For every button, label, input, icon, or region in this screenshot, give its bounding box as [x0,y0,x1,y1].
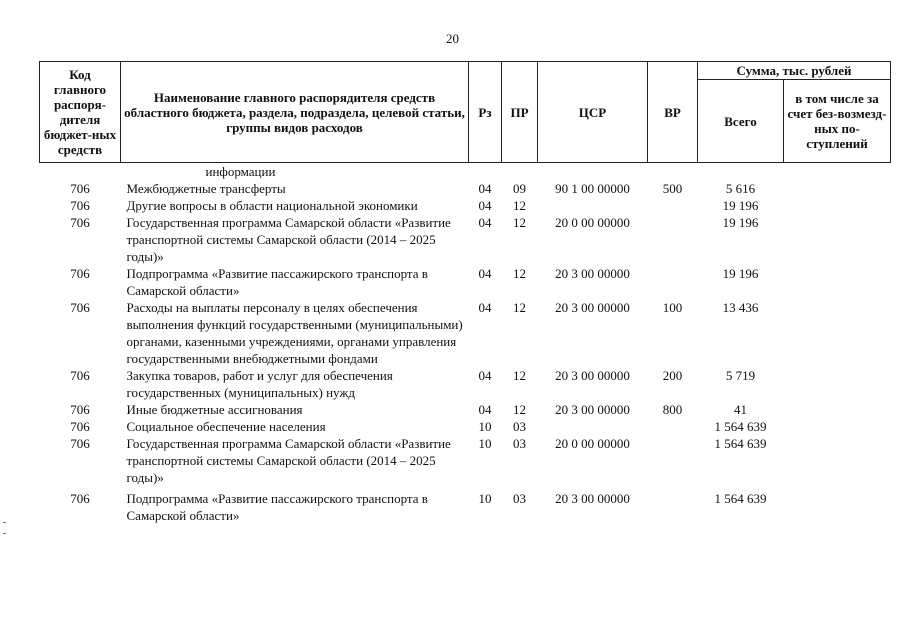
cell-code: 706 [70,436,90,451]
page-number: 20 [446,31,459,46]
cell-csr: 20 0 00 00000 [555,436,630,451]
cell-name: Подпрограмма «Развитие пассажирского транспорта в Самарской области» [126,266,428,298]
cell-rz: 10 [478,491,492,506]
cell-total: 41 [734,402,747,417]
cell-code [40,163,121,181]
table-row [40,197,891,214]
cell-code: 706 [70,419,90,434]
cell-rz [469,163,502,181]
cell-total [698,163,784,181]
cell-csr: 20 3 00 00000 [555,300,630,315]
cell-vr [648,163,698,181]
cell-pr: 12 [513,198,526,213]
cell-vr [648,214,698,265]
scan-artifact [3,533,6,534]
cell-free [784,299,891,367]
table-header [40,62,891,163]
cell-rz: 04 [478,181,492,196]
cell-name: Другие вопросы в области национальной экономики [126,198,418,213]
cell-total: 1 564 639 [714,436,767,451]
cell-name: информации [205,164,276,179]
table-row [40,265,891,299]
table-row [40,486,891,524]
cell-rz: 10 [478,436,492,451]
cell-rz: 04 [478,198,492,213]
table-row [40,418,891,435]
cell-name: Государственная программа Самарской области «Развитие транспортной системы Самарской области (2014 – 2025 годы)» [126,215,451,264]
scan-artifact [3,522,6,523]
header-pr: ПР [502,62,538,163]
cell-csr [538,418,648,435]
header-csr: ЦСР [538,62,648,163]
cell-rz: 04 [478,368,492,383]
cell-code: 706 [70,215,90,230]
cell-rz: 04 [478,215,492,230]
budget-table [39,61,891,524]
cell-free [784,367,891,401]
cell-pr: 03 [513,419,526,434]
cell-csr: 20 3 00 00000 [555,368,630,383]
cell-name: Социальное обеспечение населения [126,419,326,434]
table-row [40,435,891,486]
cell-total: 1 564 639 [714,491,767,506]
header-name: Наименование главного распорядителя средств областного бюджета, раздела, подраздела, целевой статьи, группы видов расходов [121,62,469,163]
cell-vr [648,435,698,486]
cell-csr: 20 3 00 00000 [555,491,630,506]
cell-pr: 03 [513,436,526,451]
table-row [40,299,891,367]
cell-free [784,401,891,418]
cell-rz: 04 [478,300,492,315]
cell-free [784,265,891,299]
cell-total: 5 616 [725,181,756,196]
table-row [40,180,891,197]
table-row [40,367,891,401]
header-rz: Рз [469,62,502,163]
cell-csr: 20 3 00 00000 [555,266,630,281]
cell-vr: 100 [662,300,683,315]
table-body [40,163,891,525]
cell-vr: 200 [662,368,683,383]
cell-name: Расходы на выплаты персоналу в целях обеспечения выполнения функций государственными (муниципальными) органами, казенными учреждениями, органами управления государственными внебюджетными фондами [126,300,463,366]
cell-vr [648,486,698,524]
cell-code: 706 [70,491,90,506]
header-free: в том числе за счет без-возмезд-ных по-ступлений [784,80,891,163]
cell-pr [502,163,538,181]
cell-rz: 04 [478,402,492,417]
cell-name: Подпрограмма «Развитие пассажирского транспорта в Самарской области» [126,491,428,523]
cell-name: Иные бюджетные ассигнования [126,402,303,417]
header-total: Всего [698,80,784,163]
cell-code: 706 [70,181,90,196]
cell-code: 706 [70,368,90,383]
cell-total: 1 564 639 [714,419,767,434]
cell-vr [648,265,698,299]
cell-pr: 12 [513,215,526,230]
cell-name: Закупка товаров, работ и услуг для обеспечения государственных (муниципальных) нужд [126,368,393,400]
header-sum-group: Сумма, тыс. рублей [698,62,891,80]
cell-total: 19 196 [722,215,759,230]
cell-free [784,214,891,265]
cell-csr [538,197,648,214]
cell-pr: 12 [513,402,526,417]
cell-vr [648,418,698,435]
cell-vr: 800 [662,402,683,417]
cell-free [784,486,891,524]
cell-free [784,435,891,486]
header-code: Код главного распоря-дителя бюджет-ных средств [40,62,121,163]
cell-total: 19 196 [722,266,759,281]
cell-pr: 12 [513,266,526,281]
cell-rz: 04 [478,266,492,281]
cell-total: 13 436 [722,300,759,315]
cell-vr [648,197,698,214]
cell-rz: 10 [478,419,492,434]
cell-csr [538,163,648,181]
cell-free [784,197,891,214]
cell-total: 5 719 [725,368,756,383]
cell-name: Межбюджетные трансферты [126,181,286,196]
header-vr: ВР [648,62,698,163]
cell-csr: 20 0 00 00000 [555,215,630,230]
cell-vr: 500 [662,181,683,196]
cell-pr: 12 [513,368,526,383]
cell-code: 706 [70,198,90,213]
cell-free [784,163,891,181]
cell-pr: 09 [513,181,526,196]
table-row [40,401,891,418]
cell-code: 706 [70,300,90,315]
cell-free [784,180,891,197]
cell-csr: 20 3 00 00000 [555,402,630,417]
cell-name: Государственная программа Самарской области «Развитие транспортной системы Самарской области (2014 – 2025 годы)» [126,436,451,485]
cell-pr: 12 [513,300,526,315]
cell-code: 706 [70,266,90,281]
cell-csr: 90 1 00 00000 [555,181,630,196]
cell-free [784,418,891,435]
cell-pr: 03 [513,491,526,506]
table-row [40,214,891,265]
cell-total: 19 196 [722,198,759,213]
table-row [40,163,891,181]
cell-code: 706 [70,402,90,417]
